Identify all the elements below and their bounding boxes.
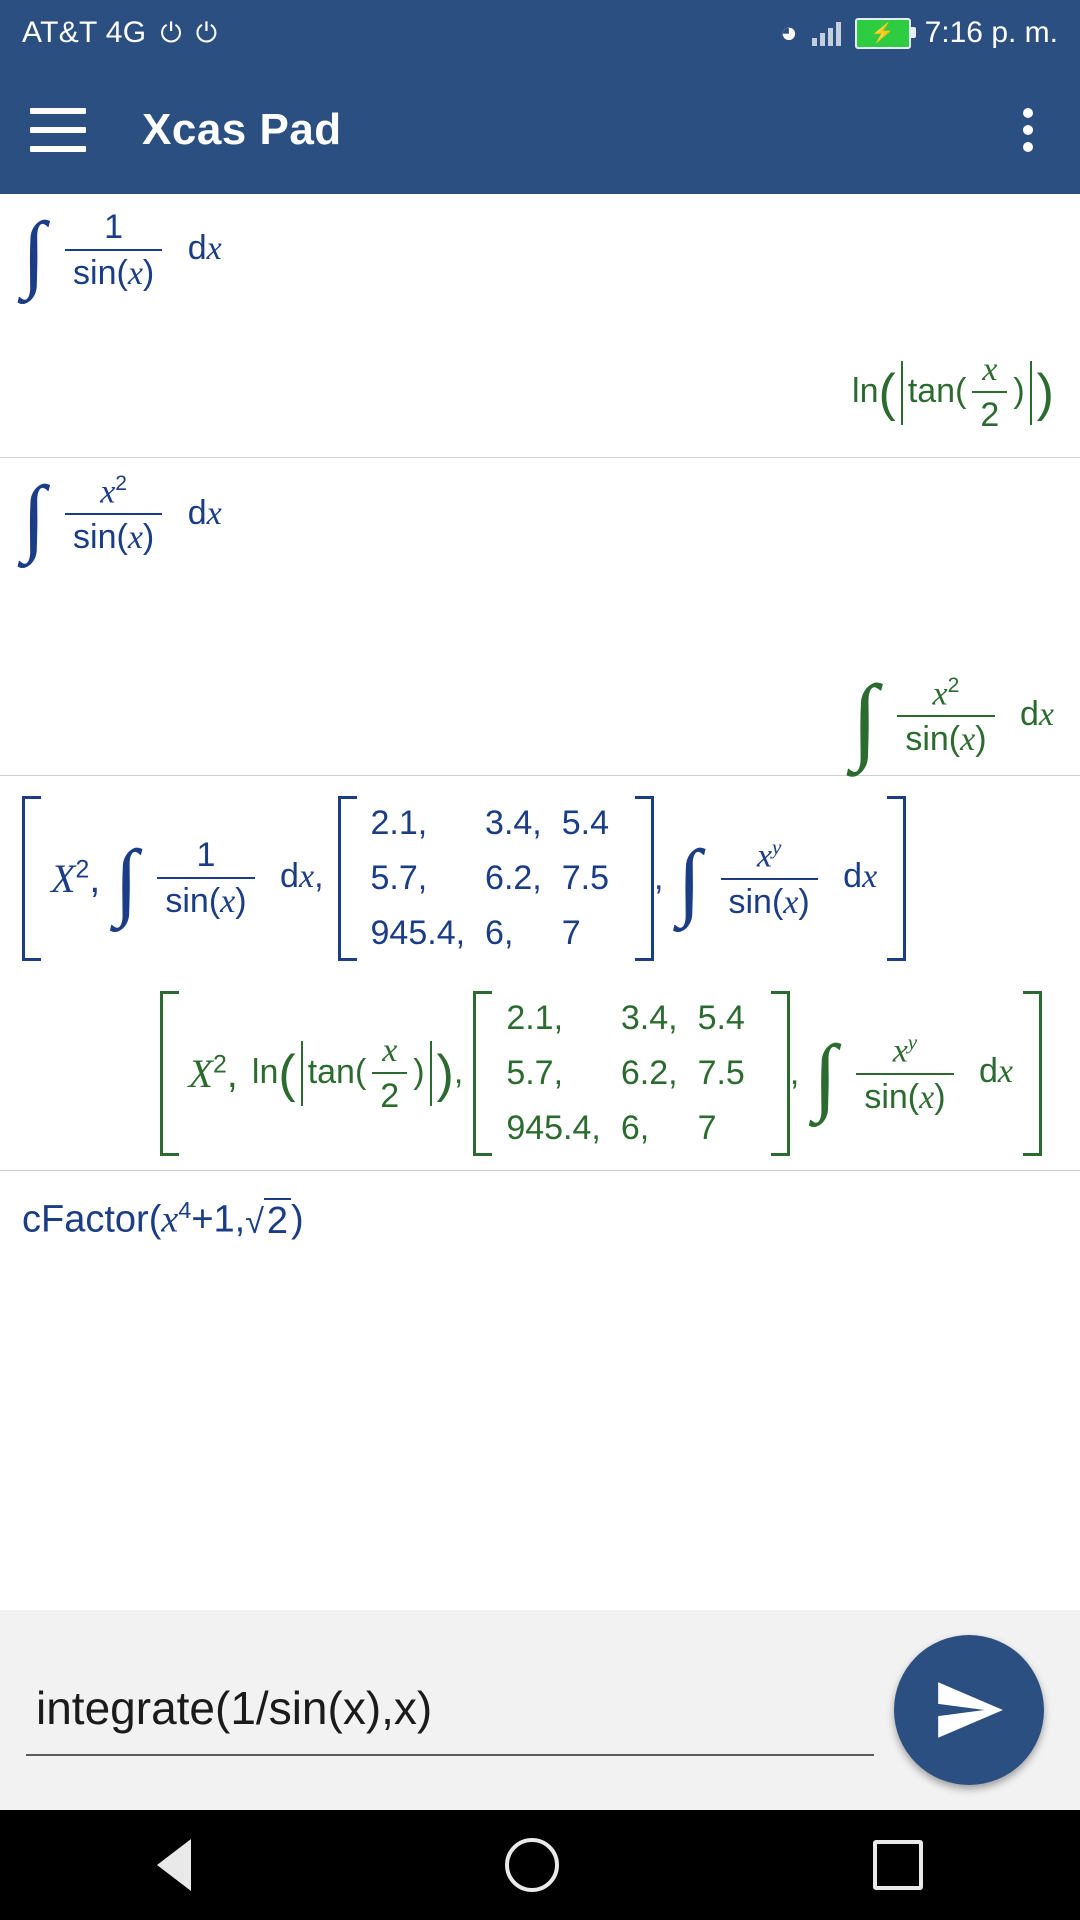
list-item (813, 1026, 1013, 1123)
usb-icon: ⏻ (160, 17, 182, 48)
integral-sign-icon: ∫ (22, 203, 46, 300)
differential: dx (1019, 695, 1054, 734)
usb-icon: ⏻ (195, 17, 218, 48)
search-input[interactable] (34, 1680, 870, 1736)
bracket-right (887, 796, 906, 961)
integral-sign-icon: ∫ (114, 831, 138, 928)
integral-sign-icon: ∫ (22, 467, 46, 564)
history-entry-input (22, 796, 1058, 961)
matrix (338, 796, 655, 961)
status-bar (0, 0, 1080, 66)
fraction (157, 836, 254, 921)
history-entry-input (22, 467, 1058, 564)
matrix-cell: 945.4, (370, 914, 466, 952)
bracket-right (771, 991, 790, 1156)
matrix-table (502, 991, 761, 1156)
app-bar (0, 66, 1080, 194)
closing-paren: ) (291, 1198, 304, 1241)
list-separator: , (654, 859, 664, 897)
hamburger-menu-icon[interactable] (30, 108, 86, 152)
integral-expression (22, 467, 222, 564)
differential: dx, (280, 857, 324, 896)
matrix-cell: 6.2, (620, 1054, 678, 1092)
matrix-table (367, 796, 626, 961)
radicand: 2 (264, 1198, 291, 1242)
matrix-cell: 7.5 (561, 859, 610, 897)
list-expression (22, 796, 906, 961)
matrix (473, 991, 790, 1156)
fraction-numerator: $x^y$ (756, 835, 782, 875)
fraction-numerator: x (382, 1031, 398, 1069)
bracket-left (160, 991, 179, 1156)
nav-back-icon[interactable] (157, 1839, 191, 1891)
command-input-bar[interactable] (0, 1610, 1080, 1810)
table-row (502, 1101, 761, 1156)
fraction-numerator: $x^y$ (892, 1030, 918, 1070)
carrier-label: AT&T 4G (22, 16, 147, 49)
matrix-cell: 5.7, (370, 859, 428, 897)
matrix-cell: 5.4 (697, 999, 745, 1037)
matrix-cell: 3.4, (485, 804, 542, 842)
fraction-denominator: sin(x) (721, 878, 818, 922)
history-entry[interactable] (0, 458, 1080, 776)
history-entry[interactable] (0, 1171, 1080, 1261)
bracket-left (473, 991, 492, 1156)
status-left-icons (160, 17, 218, 48)
list-separator: , (789, 1054, 800, 1092)
table-row (367, 796, 626, 851)
history-entry[interactable] (0, 776, 1080, 1171)
differential: dx (843, 857, 878, 896)
table-row (367, 906, 626, 961)
ln-label: ln (852, 371, 879, 410)
matrix-cell: 6, (620, 1109, 650, 1147)
fraction-denominator: sin(x) (65, 249, 162, 293)
fraction-denominator: 2 (372, 1072, 407, 1116)
fraction (856, 1030, 953, 1116)
matrix-cell: 7.5 (697, 1054, 745, 1092)
nav-recents-icon[interactable] (873, 1840, 923, 1890)
integral-sign-icon: ∫ (851, 664, 878, 772)
table-row (502, 991, 761, 1046)
history-entry-input (22, 1197, 1058, 1243)
table-row (502, 1046, 761, 1101)
fraction-numerator: x (982, 351, 998, 388)
history-entry-output (22, 991, 1058, 1156)
matrix-cell: 5.4 (561, 804, 610, 842)
fraction (972, 351, 1007, 435)
fraction-denominator: sin(x) (856, 1073, 953, 1117)
variable: x (161, 1198, 179, 1241)
abs-bar-right (1030, 361, 1032, 426)
fraction-numerator: 1 (104, 208, 124, 246)
history-entry-output (852, 351, 1054, 435)
send-button[interactable] (894, 1635, 1044, 1785)
matrix-cell: 6.2, (485, 859, 542, 897)
bracket-right (1023, 991, 1042, 1156)
page-title: Xcas Pad (142, 105, 342, 154)
status-clock: 7:16 p. m. (924, 16, 1058, 49)
tan-label: tan (907, 371, 956, 410)
history-entry-output (851, 664, 1054, 772)
bracket-left (22, 796, 41, 961)
fraction (721, 835, 818, 921)
matrix-cell: 7 (561, 914, 581, 952)
history-entry[interactable] (0, 194, 1080, 458)
abs-bar-left (901, 361, 903, 426)
nav-home-icon[interactable] (505, 1838, 559, 1892)
matrix-cell: 2.1, (506, 999, 564, 1037)
fraction (372, 1032, 407, 1116)
bracket-right (635, 796, 654, 961)
differential: dx (187, 493, 222, 532)
abs-bar-left (301, 1041, 303, 1106)
battery-charging-icon: ⚡ (855, 18, 911, 49)
list-item: $X^2$, (188, 1051, 238, 1096)
overflow-menu-icon[interactable] (1006, 102, 1050, 158)
cfactor-label: cFactor( (22, 1198, 162, 1241)
list-item (677, 831, 878, 928)
exponent: 4 (178, 1197, 192, 1223)
status-right-icons (780, 16, 1058, 50)
integral-sign-icon: ∫ (677, 831, 702, 928)
fraction-denominator: sin(x) (157, 877, 254, 921)
fraction (65, 472, 162, 557)
matrix-cell: 3.4, (620, 999, 678, 1037)
fraction-denominator: sin(x) (65, 513, 162, 557)
list-item (114, 831, 324, 928)
radical-icon: √ (245, 1203, 264, 1242)
ln-label: ln (251, 1052, 279, 1091)
differential: dx (187, 229, 222, 268)
bracket-left (338, 796, 357, 961)
table-row (367, 851, 626, 906)
signal-bars-icon (812, 20, 841, 46)
matrix-cell: 2.1, (370, 804, 428, 842)
matrix-cell: 5.7, (506, 1054, 564, 1092)
list-item: $X^2$, (51, 856, 101, 901)
differential: dx (978, 1052, 1013, 1091)
matrix-cell: 7 (697, 1109, 717, 1147)
matrix-cell: 6, (485, 914, 514, 952)
list-item: ln( tan( $\frac{x}{2}$ ) ), (251, 1031, 464, 1115)
command-input-wrapper[interactable] (26, 1674, 874, 1756)
abs-bar-right (430, 1041, 432, 1106)
matrix-cell: 945.4, (506, 1109, 601, 1147)
integral-expression (851, 664, 1054, 772)
square-root (245, 1200, 291, 1243)
fraction-numerator: $x^2$ (100, 472, 128, 511)
send-arrow-icon (932, 1673, 1006, 1747)
fraction-denominator: sin(x) (897, 715, 994, 759)
plus-term: +1, (191, 1198, 246, 1241)
fraction-denominator: 2 (972, 391, 1007, 435)
integral-expression (22, 203, 222, 300)
fraction-numerator: 1 (196, 836, 216, 874)
integral-sign-icon: ∫ (813, 1026, 837, 1123)
tan-label: tan (307, 1052, 355, 1091)
fraction (65, 208, 162, 293)
cfactor-expression (22, 1197, 304, 1243)
history-entry-input (22, 203, 1058, 300)
calculation-history[interactable] (0, 194, 1080, 1334)
fraction (897, 674, 994, 759)
fraction-numerator: $x^2$ (932, 673, 960, 712)
list-expression (160, 991, 1042, 1156)
wifi-icon: ◕ (780, 16, 798, 49)
android-navigation-bar[interactable] (0, 1810, 1080, 1920)
log-abs-tan-expression: ln( tan( $\frac{x}{2}$ ) ) (852, 351, 1054, 434)
